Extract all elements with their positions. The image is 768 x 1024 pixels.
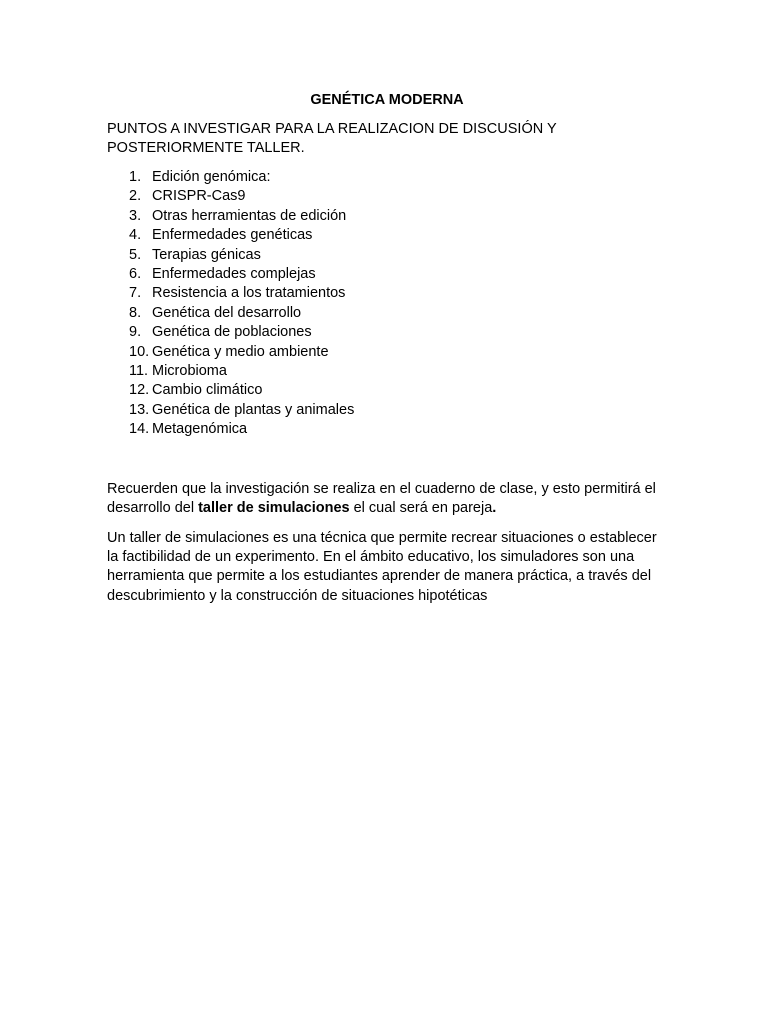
- list-item: [107, 226, 667, 245]
- list-item-number: 4.: [129, 227, 142, 244]
- list-item-number: 2.: [129, 188, 142, 205]
- list-item-label: Resistencia a los tratamientos: [152, 285, 346, 302]
- list-item-number: 1.: [129, 169, 142, 185]
- list-item: [107, 304, 667, 323]
- document-page: [107, 90, 667, 606]
- list-item-label: CRISPR-Cas9: [152, 188, 246, 205]
- list-item-number: 8.: [129, 304, 142, 321]
- list-item: [107, 401, 667, 420]
- reminder-period: .: [492, 500, 497, 517]
- list-item-label: Microbioma: [152, 363, 227, 380]
- list-item-label: Genética y medio ambiente: [152, 343, 329, 360]
- topic-list: [107, 168, 667, 440]
- workshop-emphasis: taller de simulaciones: [198, 500, 350, 517]
- list-item: [107, 362, 667, 381]
- reminder-text: Recuerden que la investigación se realiza en el cuaderno de clase, y esto permitirá el desarrollo del: [107, 480, 656, 517]
- list-item-number: 3.: [129, 207, 142, 224]
- list-item-number: 5.: [129, 246, 142, 263]
- list-item-number: 12.: [129, 382, 150, 399]
- list-item: [107, 187, 667, 206]
- list-item-label: Genética de plantas y animales: [152, 401, 355, 418]
- list-item-label: Metagenómica: [152, 421, 248, 438]
- list-item-number: 10.: [129, 343, 150, 360]
- list-item-label: Otras herramientas de edición: [152, 207, 347, 224]
- list-item: [107, 168, 667, 187]
- list-item: [107, 207, 667, 226]
- list-item-number: 11.: [129, 363, 149, 380]
- list-item-number: 7.: [129, 285, 142, 302]
- list-item-label: Terapias génicas: [152, 246, 261, 263]
- explanation-paragraph: Un taller de simulaciones es una técnica que permite recrear situaciones o establecer la factibilidad de un experimento. En el ámbito educativo, los simuladores son una herramienta que permite a los estudiantes aprender de manera práctica, a través del descubrimiento y la construcción de situaciones hipotéticas: [107, 529, 657, 604]
- list-item-label: Genética de poblaciones: [152, 324, 312, 341]
- list-item-label: Enfermedades genéticas: [152, 227, 313, 244]
- list-item: [107, 265, 667, 284]
- reminder-paragraph: [107, 480, 667, 519]
- reminder-text-end: el cual será en pareja: [349, 500, 493, 517]
- list-item: [107, 284, 667, 303]
- list-item: [107, 343, 667, 362]
- list-item-number: 9.: [129, 324, 142, 341]
- intro-text: PUNTOS A INVESTIGAR PARA LA REALIZACION DE DISCUSIÓN Y POSTERIORMENTE TALLER.: [107, 121, 557, 156]
- list-item-label: Genética del desarrollo: [152, 304, 302, 321]
- list-item-number: 6.: [129, 266, 142, 283]
- list-item-number: 14.: [129, 421, 150, 438]
- document-title: GENÉTICA MODERNA: [310, 92, 464, 108]
- list-item: [107, 381, 667, 400]
- list-item: [107, 323, 667, 342]
- list-item-label: Edición genómica:: [152, 169, 271, 185]
- list-item: [107, 246, 667, 265]
- list-item-number: 13.: [129, 401, 150, 418]
- list-item-label: Enfermedades complejas: [152, 266, 316, 283]
- list-item: [107, 420, 667, 439]
- list-item-label: Cambio climático: [152, 382, 263, 399]
